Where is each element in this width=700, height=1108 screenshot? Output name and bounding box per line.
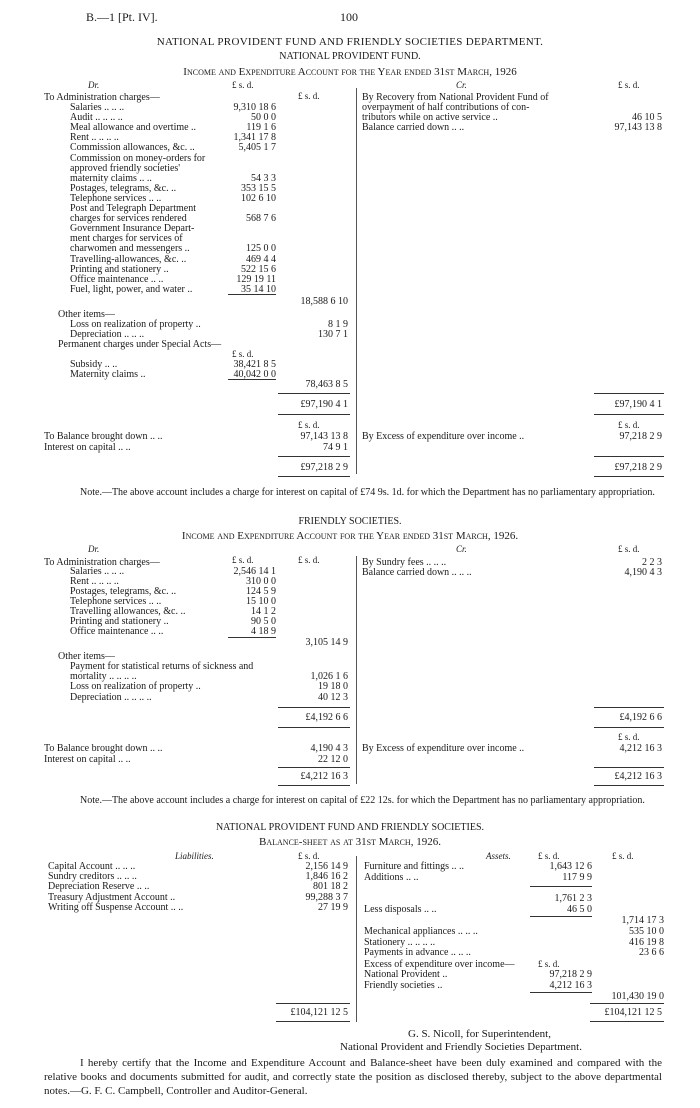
npf-admin-item-label: Post and Telegraph Department: [70, 203, 197, 214]
fs-account-title: Income and Expenditure Account for the Year ended 31st March, 1926.: [181, 530, 519, 542]
bs-liability-row-amount: 2,156 14 9: [305, 861, 348, 872]
bs-liability-row-label: Depreciation Reserve .. ..: [48, 881, 150, 893]
npf-admin-item-amount: 125 0 0: [246, 243, 276, 255]
bs-fs-label: Friendly societies ..: [364, 980, 443, 991]
npf-admin-item-label: ment charges for services of: [70, 233, 183, 245]
fs-dr-total-rule-bottom: [278, 727, 350, 728]
fs-interest-amount: 22 12 0: [318, 754, 348, 765]
npf-admin-item-label: Government Insurance Depart-: [70, 223, 195, 235]
npf-admin-item-label: approved friendly societies': [70, 162, 181, 174]
npf-currency-header-cr: £ s. d.: [618, 80, 640, 90]
npf-dr-total-rule-bottom: [278, 414, 350, 415]
fs-admin-item-amount: 14 1 2: [251, 606, 276, 617]
bs-asset-row-label: Stationery .. .. .. ..: [364, 936, 436, 948]
npf-excess-amount: 97,218 2 9: [619, 431, 662, 442]
npf-admin-item-amount: 102 6 10: [241, 192, 276, 204]
fs-balance-brought-down: To Balance brought down .. ..: [44, 743, 163, 754]
fs-balance-brought-down-amount: 4,190 4 3: [310, 743, 348, 754]
npf-total2-rule-bottom: [278, 476, 350, 477]
fs-admin-item-label: Printing and stationery ..: [70, 616, 169, 627]
bs-npf-amount: 97,218 2 9: [549, 969, 592, 980]
bs-assets-total-rule: [590, 1003, 664, 1004]
fs-other-item-label: mortality .. .. .. ..: [70, 671, 137, 683]
fs-admin-item-label: Salaries .. .. ..: [70, 566, 125, 577]
report-reference: B.—1 [Pt. IV].: [86, 10, 158, 24]
fs-balance-currency-cr: £ s. d.: [618, 732, 640, 742]
bs-liab-total-rule-bottom: [276, 1021, 350, 1022]
fs-currency-header-sub: £ s. d.: [232, 555, 254, 565]
bs-assets-heading: Assets.: [486, 851, 511, 861]
bs-excess-currency: £ s. d.: [538, 959, 560, 969]
fs-total2r-rule: [594, 767, 664, 768]
fs-admin-item-amount: 4 18 9: [251, 626, 276, 637]
fs-excess-amount: 4,212 16 3: [619, 743, 662, 754]
fs-admin-item-label: Office maintenance .. ..: [70, 626, 164, 637]
fs-other-item-label: Depreciation .. .. .. ..: [70, 691, 152, 703]
npf-admin-item-amount: 568 7 6: [246, 213, 276, 225]
fs-other-item-label: Payment for statistical returns of sickness and: [70, 661, 254, 672]
fs-column-divider: [356, 556, 357, 784]
npf-note: Note.—The above account includes a charge for interest on capital of £74 9s. 1d. for which the Department has no parliamentary appropriation.: [80, 487, 655, 498]
npf-permanent-heading: Permanent charges under Special Acts—: [58, 339, 222, 350]
npf-dr-total: £97,190 4 1: [300, 399, 348, 410]
fs-dr-label: Dr.: [88, 544, 100, 554]
bs-heading: NATIONAL PROVIDENT FUND AND FRIENDLY SOCIETIES.: [215, 822, 485, 833]
bs-asset-row-amount: 23 6 6: [639, 947, 664, 958]
bs-furniture-label: Furniture and fittings .. ..: [364, 861, 464, 872]
npf-admin-item-amount: 54 3 3: [251, 172, 276, 184]
fs-total2-rule: [278, 767, 350, 768]
fs-cr-item-amount: 4,190 4 3: [624, 567, 662, 578]
fs-cr-item-label: By Sundry fees .. .. ..: [362, 557, 447, 568]
npf-cr-balance-label: Balance carried down .. ..: [362, 122, 465, 133]
npf-admin-item-label: Commission on money-orders for: [70, 152, 206, 164]
npf-admin-item-amount: 522 15 6: [241, 263, 276, 275]
bs-disposals-label: Less disposals .. ..: [364, 904, 437, 915]
fs-excess-label: By Excess of expenditure over income ..: [362, 743, 525, 754]
npf-permanent-total: 78,463 8 5: [305, 379, 348, 390]
bs-asset-row-label: Mechanical appliances .. .. ..: [364, 926, 478, 937]
bs-asset-row-amount: 535 10 0: [629, 926, 664, 937]
fs-total2-rule-bottom: [278, 785, 350, 786]
fs-admin-item-label: Rent .. .. .. ..: [70, 576, 119, 587]
npf-total2r-rule: [594, 456, 664, 457]
fs-interest-label: Interest on capital .. ..: [44, 754, 131, 765]
npf-admin-item-label: Office maintenance .. ..: [70, 273, 164, 285]
npf-admin-item-amount: 353 15 5: [241, 182, 276, 194]
bs-column-divider: [356, 856, 357, 1022]
fs-admin-rule: [228, 637, 276, 638]
bs-disposals-amount: 46 5 0: [567, 904, 592, 915]
fs-admin-item-label: Postages, telegrams, &c. ..: [70, 586, 177, 597]
npf-total2-right: £97,218 2 9: [614, 462, 662, 473]
npf-dr-total-rule: [278, 393, 350, 394]
bs-liabilities-total: £104,121 12 5: [290, 1007, 348, 1018]
npf-other-heading: Other items—: [58, 309, 115, 320]
bs-net-furniture: 1,714 17 3: [621, 915, 664, 926]
npf-admin-rule: [228, 294, 276, 295]
npf-balance-currency: £ s. d.: [298, 420, 320, 430]
bs-furniture-rule: [530, 886, 592, 887]
npf-admin-item-label: Printing and stationery ..: [70, 263, 169, 275]
npf-interest-amount: 74 9 1: [323, 442, 348, 453]
bs-liabilities-heading: Liabilities.: [175, 851, 214, 861]
fs-cr-item-amount: 2 2 3: [642, 557, 662, 568]
fs-cr-total: £4,192 6 6: [619, 712, 662, 723]
bs-liab-total-rule: [276, 1003, 350, 1004]
npf-cr-line-3: tributors while on active service ..: [362, 112, 498, 123]
fs-admin-item-amount: 90 5 0: [251, 616, 276, 627]
npf-other-item-label: Depreciation .. .. ..: [70, 329, 145, 340]
npf-admin-item-label: charges for services rendered: [70, 213, 187, 225]
fs-admin-item-amount: 15 10 0: [246, 596, 276, 607]
npf-column-divider: [356, 88, 357, 474]
bs-asset-row-amount: 416 19 8: [629, 936, 664, 948]
npf-admin-total: 18,588 6 10: [300, 296, 348, 307]
fs-cr-label: Cr.: [456, 544, 467, 554]
fs-other-item-amount: 40 12 3: [318, 691, 348, 703]
npf-permanent-currency: £ s. d.: [232, 349, 254, 359]
bs-liability-row-label: Treasury Adjustment Account ..: [48, 891, 176, 903]
bs-excess-heading: Excess of expenditure over income—: [364, 959, 515, 970]
fs-currency-header-cr: £ s. d.: [618, 544, 640, 554]
signature-line-2: National Provident and Friendly Societies Department.: [340, 1041, 582, 1053]
npf-admin-item-amount: 35 14 10: [241, 283, 276, 295]
fs-admin-item-amount: 124 5 9: [246, 586, 276, 597]
npf-admin-item-amount: 469 4 4: [246, 253, 276, 265]
fs-total2-left: £4,212 16 3: [300, 771, 348, 782]
fs-admin-item-label: Telephone services .. ..: [70, 596, 162, 607]
bs-furniture-amount: 1,643 12 6: [549, 861, 592, 872]
npf-currency-header-total: £ s. d.: [298, 91, 320, 101]
bs-disposals-rule: [530, 916, 592, 917]
npf-cr-line-1: By Recovery from National Provident Fund of: [362, 92, 549, 103]
npf-dr-label: Dr.: [88, 80, 100, 90]
bs-currency-assets-sub: £ s. d.: [538, 851, 560, 861]
bs-liability-row-amount: 27 19 9: [318, 901, 348, 913]
fs-cr-item-label: Balance carried down .. .. ..: [362, 567, 472, 578]
npf-cr-line-2: overpayment of half contributions of con-: [362, 102, 530, 113]
bs-liability-row-amount: 801 18 2: [313, 881, 348, 893]
fund-title: NATIONAL PROVIDENT FUND.: [279, 51, 421, 62]
fs-heading: FRIENDLY SOCIETIES.: [298, 516, 402, 527]
bs-assets-total: £104,121 12 5: [604, 1007, 662, 1018]
bs-asset-row-label: Payments in advance .. .. ..: [364, 947, 471, 958]
npf-other-item-amount: 8 1 9: [328, 319, 348, 330]
bs-currency-liab: £ s. d.: [298, 851, 320, 861]
fs-other-item-label: Loss on realization of property ..: [70, 681, 201, 693]
npf-cr-balance-amount: 97,143 13 8: [614, 122, 662, 133]
npf-perm-item-amount: 38,421 8 5: [233, 359, 276, 370]
bs-liability-row-amount: 99,288 3 7: [305, 891, 348, 903]
npf-admin-item-label: Audit .. .. .. ..: [70, 112, 123, 124]
npf-admin-item-label: Travelling-allowances, &c. ..: [70, 253, 187, 265]
npf-admin-heading: To Administration charges—: [44, 92, 160, 103]
fs-admin-item-label: Travelling allowances, &c. ..: [70, 606, 186, 617]
npf-admin-item-label: Salaries .. .. ..: [70, 102, 125, 113]
npf-admin-item-amount: 9,310 18 6: [233, 102, 276, 113]
npf-admin-item-label: maternity claims .. ..: [70, 172, 152, 184]
bs-excess-total: 101,430 19 0: [611, 991, 664, 1002]
npf-admin-item-amount: 50 0 0: [251, 112, 276, 124]
npf-admin-item-amount: 1,341 17 8: [233, 132, 276, 144]
npf-excess-label: By Excess of expenditure over income ..: [362, 431, 525, 442]
npf-admin-item-amount: 119 1 6: [246, 122, 276, 134]
fs-cr-total-rule-bottom: [594, 727, 664, 728]
npf-currency-header-sub: £ s. d.: [232, 80, 254, 90]
fs-admin-item-amount: 2,546 14 1: [233, 566, 276, 577]
npf-total2-left: £97,218 2 9: [300, 462, 348, 473]
npf-cr-total-rule: [594, 393, 664, 394]
bs-currency-assets-total: £ s. d.: [612, 851, 634, 861]
npf-admin-item-label: Postages, telegrams, &c. ..: [70, 182, 177, 194]
page-number: 100: [340, 10, 358, 24]
fs-total2-right: £4,212 16 3: [614, 771, 662, 782]
bs-npf-label: National Provident ..: [364, 969, 448, 980]
fs-admin-heading: To Administration charges—: [44, 557, 160, 568]
npf-perm-item-label: Subsidy .. ..: [70, 359, 118, 370]
npf-interest-label: Interest on capital .. ..: [44, 442, 131, 453]
audit-certificate: I hereby certify that the Income and Expenditure Account and Balance-sheet have been duly examined and compared with the relative books and documents submitted for audit, and correctly state the position as disclosed thereby, subject to the above departmental notes.—G. F. C. Campbell, Controller and Auditor-General.: [44, 1057, 662, 1097]
npf-perm-rule: [228, 379, 276, 380]
fs-dr-total-rule: [278, 707, 350, 708]
npf-total2-rule: [278, 456, 350, 457]
bs-excess-rule: [530, 992, 592, 993]
bs-furniture-subtotal: 1,761 2 3: [554, 893, 592, 904]
department-title: NATIONAL PROVIDENT FUND AND FRIENDLY SOCIETIES DEPARTMENT.: [156, 36, 544, 48]
bs-fs-amount: 4,212 16 3: [549, 980, 592, 991]
npf-perm-item-label: Maternity claims ..: [70, 369, 146, 380]
bs-additions-amount: 117 9 9: [562, 872, 592, 883]
npf-admin-item-label: Meal allowance and overtime ..: [70, 122, 197, 134]
npf-admin-item-label: Rent .. .. .. ..: [70, 132, 119, 144]
npf-other-item-label: Loss on realization of property ..: [70, 319, 201, 330]
npf-admin-item-amount: 129 19 11: [236, 273, 276, 285]
npf-cr-recovery-amount: 46 10 5: [632, 112, 662, 123]
bs-additions-label: Additions .. ..: [364, 872, 419, 883]
bs-title: Balance-sheet as at 31st March, 1926.: [259, 836, 441, 848]
npf-balance-brought-down-amount: 97,143 13 8: [300, 431, 348, 442]
npf-cr-label: Cr.: [456, 80, 467, 90]
npf-admin-item-label: charwomen and messengers ..: [70, 243, 190, 255]
fs-currency-header-total: £ s. d.: [298, 555, 320, 565]
signature-line-1: G. S. Nicoll, for Superintendent,: [408, 1028, 551, 1040]
fs-total2r-rule-bottom: [594, 785, 664, 786]
fs-admin-total: 3,105 14 9: [305, 637, 348, 648]
fs-dr-total: £4,192 6 6: [305, 712, 348, 723]
fs-other-item-amount: 19 18 0: [318, 681, 348, 693]
bs-liability-row-label: Capital Account .. .. ..: [48, 861, 136, 872]
fs-other-item-amount: 1,026 1 6: [310, 671, 348, 683]
npf-account-title: Income and Expenditure Account for the Year ended 31st March, 1926: [183, 66, 517, 78]
bs-liability-row-amount: 1,846 16 2: [305, 871, 348, 883]
fs-admin-item-amount: 310 0 0: [246, 576, 276, 587]
npf-admin-item-label: Telephone services .. ..: [70, 192, 162, 204]
npf-balance-brought-down: To Balance brought down .. ..: [44, 431, 163, 442]
bs-liability-row-label: Sundry creditors .. .. ..: [48, 871, 137, 883]
npf-admin-item-label: Commission allowances, &c. ..: [70, 142, 195, 154]
npf-cr-total-rule-bottom: [594, 414, 664, 415]
npf-balance-currency-cr: £ s. d.: [618, 420, 640, 430]
npf-cr-total: £97,190 4 1: [614, 399, 662, 410]
fs-note: Note.—The above account includes a charge for interest on capital of £22 12s. for which the Department has no parliamentary appropriation.: [80, 795, 645, 806]
npf-total2r-rule-bottom: [594, 476, 664, 477]
fs-cr-total-rule: [594, 707, 664, 708]
bs-liability-row-label: Writing off Suspense Account .. ..: [48, 901, 184, 913]
npf-other-item-amount: 130 7 1: [318, 329, 348, 340]
npf-admin-item-label: Fuel, light, power, and water ..: [70, 283, 193, 295]
bs-assets-total-rule-bottom: [590, 1021, 664, 1022]
npf-admin-item-amount: 5,405 1 7: [238, 142, 276, 154]
npf-perm-item-amount: 40,042 0 0: [233, 369, 276, 380]
fs-other-heading: Other items—: [58, 651, 115, 662]
